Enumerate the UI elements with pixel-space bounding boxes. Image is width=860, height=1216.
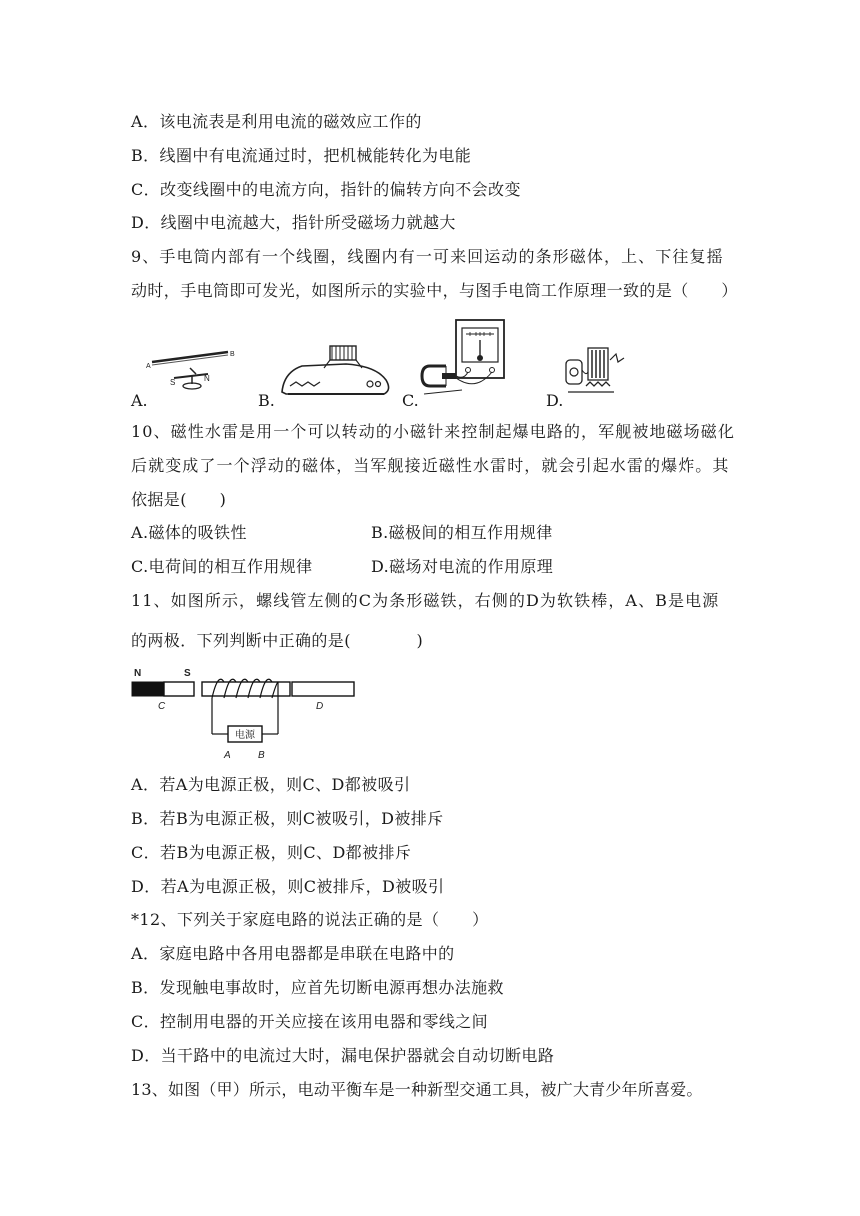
q11-option-d: D．若A为电源正极，则C被排斥，D被吸引 <box>131 877 445 896</box>
q12-option-c: C．控制用电器的开关应接在该用电器和零线之间 <box>131 1012 489 1031</box>
q9-option-b-label: B. <box>258 391 275 410</box>
q11-fig-a-label: A <box>224 750 231 761</box>
q10-option-a: A.磁体的吸铁性 <box>131 523 247 542</box>
q9-figure-c-galvanometer <box>420 318 530 400</box>
q10-option-d: D.磁场对电流的作用原理 <box>371 557 554 576</box>
q8-option-b: B．线圈中有电流通过时，把机械能转化为电能 <box>131 146 472 165</box>
q11-option-c: C．若B为电源正极，则C、D都被排斥 <box>131 843 412 862</box>
q11-magnet-n-half <box>132 682 164 696</box>
q8-option-c: C．改变线圈中的电流方向，指针的偏转方向不会改变 <box>131 180 521 199</box>
q10-option-b: B.磁极间的相互作用规律 <box>371 523 553 542</box>
q11-magnet-s-half <box>164 682 194 696</box>
q12-option-b: B．发现触电事故时，应首先切断电源再想办法施救 <box>131 978 504 997</box>
q11-fig-c-label: C <box>158 701 166 712</box>
q9-figure-d-motor <box>562 340 628 400</box>
q10-stem-line-3: 依据是( ) <box>131 490 227 509</box>
q11-option-a: A．若A为电源正极，则C、D都被吸引 <box>131 775 411 794</box>
q11-fig-d-label: D <box>316 701 324 712</box>
q13-stem: 13、如图（甲）所示，电动平衡车是一种新型交通工具，被广大青少年所喜爱。 <box>131 1080 703 1099</box>
q9-option-d-label: D. <box>546 391 564 410</box>
q12-option-d: D．当干路中的电流过大时，漏电保护器就会自动切断电路 <box>131 1046 555 1065</box>
q10-stem-line-1: 10、磁性水雷是用一个可以转动的小磁针来控制起爆电路的，军舰被地磁场磁化 <box>131 422 735 441</box>
q9-fig-a-letter-n: N <box>204 374 210 383</box>
q11-fig-s-label: S <box>184 668 191 679</box>
q9-option-a-label: A. <box>131 391 148 410</box>
q9-stem-line-2: 动时，手电筒即可发光，如图所示的实验中，与图手电筒工作原理一致的是（ ） <box>131 281 738 300</box>
q10-stem-line-2: 后就变成了一个浮动的磁体，当军舰接近磁性水雷时，就会引起水雷的爆炸。其 <box>131 456 730 475</box>
q11-figure-solenoid <box>128 664 360 764</box>
q10-option-c: C.电荷间的相互作用规律 <box>131 557 313 576</box>
q12-option-a: A．家庭电路中各用电器都是串联在电路中的 <box>131 944 455 963</box>
q9-fig-a-letter-a: A <box>146 363 151 370</box>
q11-fig-n-label: N <box>134 668 142 679</box>
q9-option-c-label: C. <box>402 391 419 410</box>
q11-stem-line-2: 的两极．下列判断中正确的是( ) <box>131 631 424 650</box>
q11-fig-b-label: B <box>258 750 265 761</box>
q11-soft-iron-rod <box>292 682 354 696</box>
q8-option-a: A．该电流表是利用电流的磁效应工作的 <box>131 112 422 131</box>
q11-option-b: B．若B为电源正极，则C被吸引，D被排斥 <box>131 809 444 828</box>
q9-figure-b-electromagnet <box>276 336 398 400</box>
q9-fig-a-letter-b: B <box>230 351 235 358</box>
q8-option-d: D．线圈中电流越大，指针所受磁场力就越大 <box>131 213 456 232</box>
q9-stem-line-1: 9、手电筒内部有一个线圈，线圈内有一可来回运动的条形磁体，上、下往复摇 <box>131 247 724 266</box>
q12-stem: *12、下列关于家庭电路的说法正确的是（ ） <box>131 910 489 929</box>
q11-fig-power-label: 电源 <box>235 730 255 741</box>
q11-stem-line-1: 11、如图所示，螺线管左侧的C为条形磁铁，右侧的D为软铁棒，A、B是电源 <box>131 591 720 610</box>
q9-fig-a-letter-s: S <box>170 378 176 387</box>
q9-figure-a-compass-wire <box>146 340 246 396</box>
